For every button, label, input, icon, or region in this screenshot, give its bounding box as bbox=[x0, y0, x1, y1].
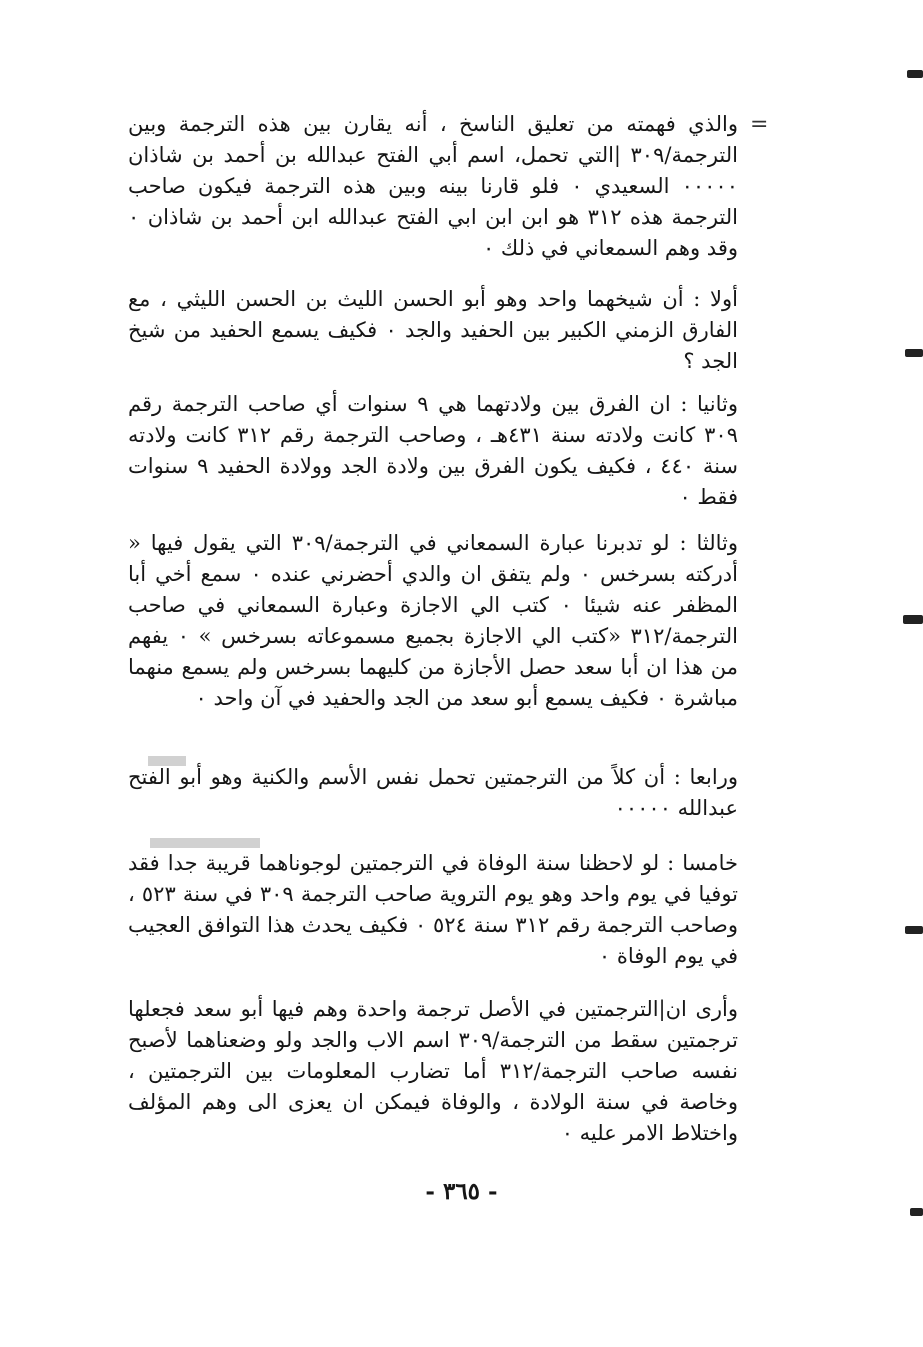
paragraph-conclusion: وأرى ان|الترجمتين في الأصل ترجمة واحدة وهم فيها أبو سعد فجعلها ترجمتين سقط من الترجمة/٣٠٩ اسم الاب والجد ولو وضعناهما لأصبح نفسه صاحب الترجمة/٣١٢ أما تضارب المعلومات بين الترجمتين ، وخاصة في سنة الولادة ، والوفاة فيمكن ان يعزى الى وهم المؤلف واختلاط الامر عليه ٠ bbox=[128, 997, 738, 1145]
paragraph-fifth-point: خامسا : لو لاحظنا سنة الوفاة في الترجمتين لوجوناهما قريبة جدا فقد توفيا في يوم واحد وهو يوم التروية صاحب الترجمة ٣٠٩ في سنة ٥٢٣ ، وصاحب الترجمة رقم ٣١٢ سنة ٥٢٤ ٠ فكيف يحدث هذا التوافق العجيب في يوم الوفاة ٠ bbox=[128, 851, 739, 968]
paragraph-first-point: أولا : أن شيخهما واحد وهو أبو الحسن الليث بن الحسن الليثي ، مع الفارق الزمني الكبير بين الحفيد والجد ٠ فكيف يسمع الحفيد من شيخ الجد ؟ bbox=[128, 287, 738, 373]
scan-edge-mark bbox=[905, 349, 923, 357]
page-number: - ٣٦٥ - bbox=[425, 1178, 498, 1205]
scan-edge-mark bbox=[907, 70, 923, 78]
paragraph-second-point: وثانيا : ان الفرق بين ولادتهما هي ٩ سنوات أي صاحب الترجمة رقم ٣٠٩ كانت ولادته سنة ٤٣١هـ ، وصاحب الترجمة رقم ٣١٢ كانت ولادته سنة ٤٤٠ ، فكيف يكون الفرق بين ولادة الجد وولادة الحفيد ٩ سنوات فقط ٠ bbox=[128, 392, 739, 509]
margin-mark: = bbox=[750, 112, 769, 137]
paragraph-intro: والذي فهمته من تعليق الناسخ ، أنه يقارن بين هذه الترجمة وبين الترجمة/٣٠٩ |التي تحمل، اسم أبي الفتح عبدالله بن أحمد بن شاذان ٠٠٠٠٠ السعيدي ٠ فلو قارنا بينه وبين هذه الترجمة فيكون صاحب الترجمة هذه ٣١٢ هو ابن ابن ابي الفتح عبدالله ابن أحمد بن شاذان ٠ وقد وهم السمعاني في ذلك ٠ bbox=[128, 112, 738, 260]
paragraph-fourth-point: ورابعا : أن كلاً من الترجمتين تحمل نفس الأسم والكنية وهو أبو الفتح عبدالله ٠٠٠٠٠ bbox=[128, 765, 738, 820]
scan-smudge bbox=[150, 838, 260, 848]
scan-edge-mark bbox=[903, 615, 923, 624]
scan-edge-mark bbox=[910, 1208, 923, 1216]
scan-edge-mark bbox=[905, 926, 923, 934]
paragraph-third-point: وثالثا : لو تدبرنا عبارة السمعاني في الترجمة/٣٠٩ التي يقول فيها « أدركته بسرخس ٠ ولم يتفق ان والدي أحضرني عنده ٠ سمع أخي أبا المظفر عنه شيئا ٠ كتب الي الاجازة وعبارة السمعاني في صاحب الترجمة/٣١٢ «كتب الي الاجازة بجميع مسموعاته بسرخس » ٠ يفهم من هذا ان أبا سعد حصل الأجازة من كليهما بسرخس ولم يسمع منهما مباشرة ٠ فكيف يسمع أبو سعد من الجد والحفيد في آن واحد ٠ bbox=[128, 531, 738, 710]
